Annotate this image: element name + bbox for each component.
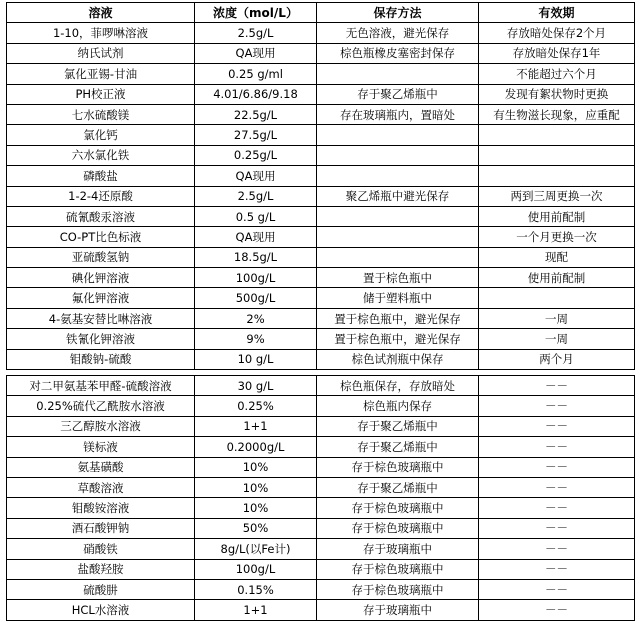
cell-validity: －－ [479, 437, 635, 457]
cell-storage: 存于棕色玻璃瓶中 [317, 559, 479, 579]
cell-solution: 氨基磺酸 [7, 457, 195, 477]
cell-concentration: 500g/L [195, 288, 317, 308]
cell-solution: 磷酸盐 [7, 166, 195, 186]
table-row [7, 457, 635, 477]
reagent-table-top [6, 2, 635, 370]
table-header-row [7, 3, 635, 23]
cell-storage: 置于棕色瓶中 [317, 268, 479, 288]
cell-solution: 1-2-4还原酸 [7, 186, 195, 206]
cell-storage [317, 247, 479, 267]
cell-concentration: 10 g/L [195, 349, 317, 369]
cell-storage: 存于棕色玻璃瓶中 [317, 579, 479, 599]
cell-storage: 棕色试剂瓶中保存 [317, 349, 479, 369]
table-row [7, 539, 635, 559]
table-row [7, 349, 635, 369]
cell-concentration: 2.5g/L [195, 23, 317, 43]
cell-solution: 镁标液 [7, 437, 195, 457]
cell-validity: 两个月 [479, 349, 635, 369]
cell-validity: －－ [479, 518, 635, 538]
cell-concentration: 9% [195, 329, 317, 349]
cell-storage: 存于棕色玻璃瓶中 [317, 498, 479, 518]
cell-solution: 硫氰酸汞溶液 [7, 206, 195, 226]
cell-validity: －－ [479, 579, 635, 599]
cell-storage: 存于棕色玻璃瓶中 [317, 518, 479, 538]
cell-solution: 铁氰化钾溶液 [7, 329, 195, 349]
cell-solution: 三乙醇胺水溶液 [7, 416, 195, 436]
table-row [7, 396, 635, 416]
cell-storage: 存于棕色玻璃瓶中 [317, 457, 479, 477]
table-row [7, 579, 635, 599]
cell-solution: 六水氯化铁 [7, 145, 195, 165]
cell-validity [479, 145, 635, 165]
cell-solution: 七水硫酸镁 [7, 104, 195, 124]
table-row [7, 186, 635, 206]
cell-solution: 0.25%硫代乙酰胺水溶液 [7, 396, 195, 416]
table-row [7, 477, 635, 497]
cell-concentration: 30 g/L [195, 376, 317, 396]
cell-storage: 棕色瓶保存，存放暗处 [317, 376, 479, 396]
cell-storage [317, 166, 479, 186]
cell-concentration: 4.01/6.86/9.18 [195, 84, 317, 104]
cell-solution: CO-PT比色标液 [7, 227, 195, 247]
cell-concentration: 10% [195, 457, 317, 477]
cell-concentration: 8g/L(以Fe计) [195, 539, 317, 559]
cell-validity: 存放暗处保存2个月 [479, 23, 635, 43]
table-row [7, 559, 635, 579]
cell-validity: 一周 [479, 308, 635, 328]
table-row [7, 268, 635, 288]
cell-concentration: 10% [195, 477, 317, 497]
cell-validity: 两到三周更换一次 [479, 186, 635, 206]
cell-storage: 存在玻璃瓶内，置暗处 [317, 104, 479, 124]
cell-solution: 4-氨基安替比啉溶液 [7, 308, 195, 328]
table-row [7, 308, 635, 328]
table-row [7, 329, 635, 349]
table-body-top [7, 23, 635, 370]
cell-concentration: 0.5 g/L [195, 206, 317, 226]
cell-concentration: QA现用 [195, 166, 317, 186]
header-storage: 保存方法 [317, 3, 479, 23]
cell-validity: 存放暗处保存1年 [479, 43, 635, 63]
cell-storage [317, 227, 479, 247]
cell-concentration: 27.5g/L [195, 125, 317, 145]
cell-concentration: 50% [195, 518, 317, 538]
table-row [7, 206, 635, 226]
cell-validity [479, 166, 635, 186]
cell-solution: 盐酸羟胺 [7, 559, 195, 579]
table-row [7, 247, 635, 267]
cell-storage: 存于聚乙烯瓶中 [317, 437, 479, 457]
cell-storage: 无色溶液，避光保存 [317, 23, 479, 43]
cell-solution: 酒石酸钾钠 [7, 518, 195, 538]
cell-solution: 硫酸肼 [7, 579, 195, 599]
cell-storage [317, 206, 479, 226]
table-row [7, 600, 635, 620]
cell-validity [479, 288, 635, 308]
table-row [7, 23, 635, 43]
cell-concentration: 1+1 [195, 416, 317, 436]
table-row [7, 498, 635, 518]
cell-concentration: 100g/L [195, 268, 317, 288]
cell-storage: 棕色瓶内保存 [317, 396, 479, 416]
cell-storage: 聚乙烯瓶中避光保存 [317, 186, 479, 206]
cell-concentration: 1+1 [195, 600, 317, 620]
table-row [7, 145, 635, 165]
cell-solution: 硝酸铁 [7, 539, 195, 559]
cell-validity: －－ [479, 539, 635, 559]
cell-validity: 发现有絮状物时更换 [479, 84, 635, 104]
cell-concentration: 0.25 g/ml [195, 64, 317, 84]
table-row [7, 125, 635, 145]
cell-validity: －－ [479, 376, 635, 396]
table-row [7, 288, 635, 308]
cell-validity: －－ [479, 416, 635, 436]
cell-storage [317, 145, 479, 165]
cell-validity: 一个月更换一次 [479, 227, 635, 247]
cell-solution: 氟化钾溶液 [7, 288, 195, 308]
cell-solution: 钼酸钠-硫酸 [7, 349, 195, 369]
table-row [7, 376, 635, 396]
cell-validity: －－ [479, 600, 635, 620]
cell-solution: PH校正液 [7, 84, 195, 104]
table-row [7, 84, 635, 104]
cell-storage: 储于塑料瓶中 [317, 288, 479, 308]
table-row [7, 437, 635, 457]
cell-solution: 碘化钾溶液 [7, 268, 195, 288]
cell-validity: －－ [479, 396, 635, 416]
cell-storage: 存于聚乙烯瓶中 [317, 84, 479, 104]
table-row [7, 43, 635, 63]
cell-concentration: 2.5g/L [195, 186, 317, 206]
cell-storage: 置于棕色瓶中，避光保存 [317, 308, 479, 328]
cell-storage: 存于玻璃瓶中 [317, 600, 479, 620]
cell-solution: 草酸溶液 [7, 477, 195, 497]
cell-storage [317, 125, 479, 145]
cell-validity: 不能超过六个月 [479, 64, 635, 84]
header-concentration: 浓度（mol/L） [195, 3, 317, 23]
cell-storage: 存于玻璃瓶中 [317, 539, 479, 559]
table-row [7, 166, 635, 186]
cell-validity: －－ [479, 457, 635, 477]
cell-concentration: 0.25% [195, 396, 317, 416]
cell-concentration: 0.25g/L [195, 145, 317, 165]
cell-concentration: 10% [195, 498, 317, 518]
cell-concentration: 22.5g/L [195, 104, 317, 124]
table-row [7, 64, 635, 84]
cell-validity: 使用前配制 [479, 206, 635, 226]
cell-solution: 对二甲氨基苯甲醛-硫酸溶液 [7, 376, 195, 396]
cell-validity [479, 125, 635, 145]
table-row [7, 104, 635, 124]
cell-solution: 亚硫酸氢钠 [7, 247, 195, 267]
header-solution: 溶液 [7, 3, 195, 23]
cell-storage [317, 64, 479, 84]
cell-solution: 纳氏试剂 [7, 43, 195, 63]
table-row [7, 518, 635, 538]
cell-concentration: 0.15% [195, 579, 317, 599]
cell-validity: －－ [479, 559, 635, 579]
cell-concentration: QA现用 [195, 227, 317, 247]
cell-solution: 1-10，菲啰啉溶液 [7, 23, 195, 43]
cell-validity: 现配 [479, 247, 635, 267]
cell-concentration: 2% [195, 308, 317, 328]
header-validity: 有效期 [479, 3, 635, 23]
cell-concentration: 0.2000g/L [195, 437, 317, 457]
cell-solution: HCL水溶液 [7, 600, 195, 620]
table-row [7, 416, 635, 436]
cell-storage: 存于聚乙烯瓶中 [317, 477, 479, 497]
table-body-bottom [7, 376, 635, 621]
cell-solution: 氯化亚锡-甘油 [7, 64, 195, 84]
cell-validity: 使用前配制 [479, 268, 635, 288]
cell-validity: 有生物滋长现象，应重配 [479, 104, 635, 124]
table-row [7, 227, 635, 247]
cell-solution: 钼酸铵溶液 [7, 498, 195, 518]
cell-solution: 氯化钙 [7, 125, 195, 145]
cell-storage: 棕色瓶橡皮塞密封保存 [317, 43, 479, 63]
cell-concentration: QA现用 [195, 43, 317, 63]
cell-concentration: 18.5g/L [195, 247, 317, 267]
cell-validity: －－ [479, 498, 635, 518]
cell-concentration: 100g/L [195, 559, 317, 579]
reagent-table-bottom [6, 375, 635, 621]
cell-validity: 一周 [479, 329, 635, 349]
cell-storage: 置于棕色瓶中，避光保存 [317, 329, 479, 349]
cell-validity: －－ [479, 477, 635, 497]
cell-storage: 存于聚乙烯瓶中 [317, 416, 479, 436]
